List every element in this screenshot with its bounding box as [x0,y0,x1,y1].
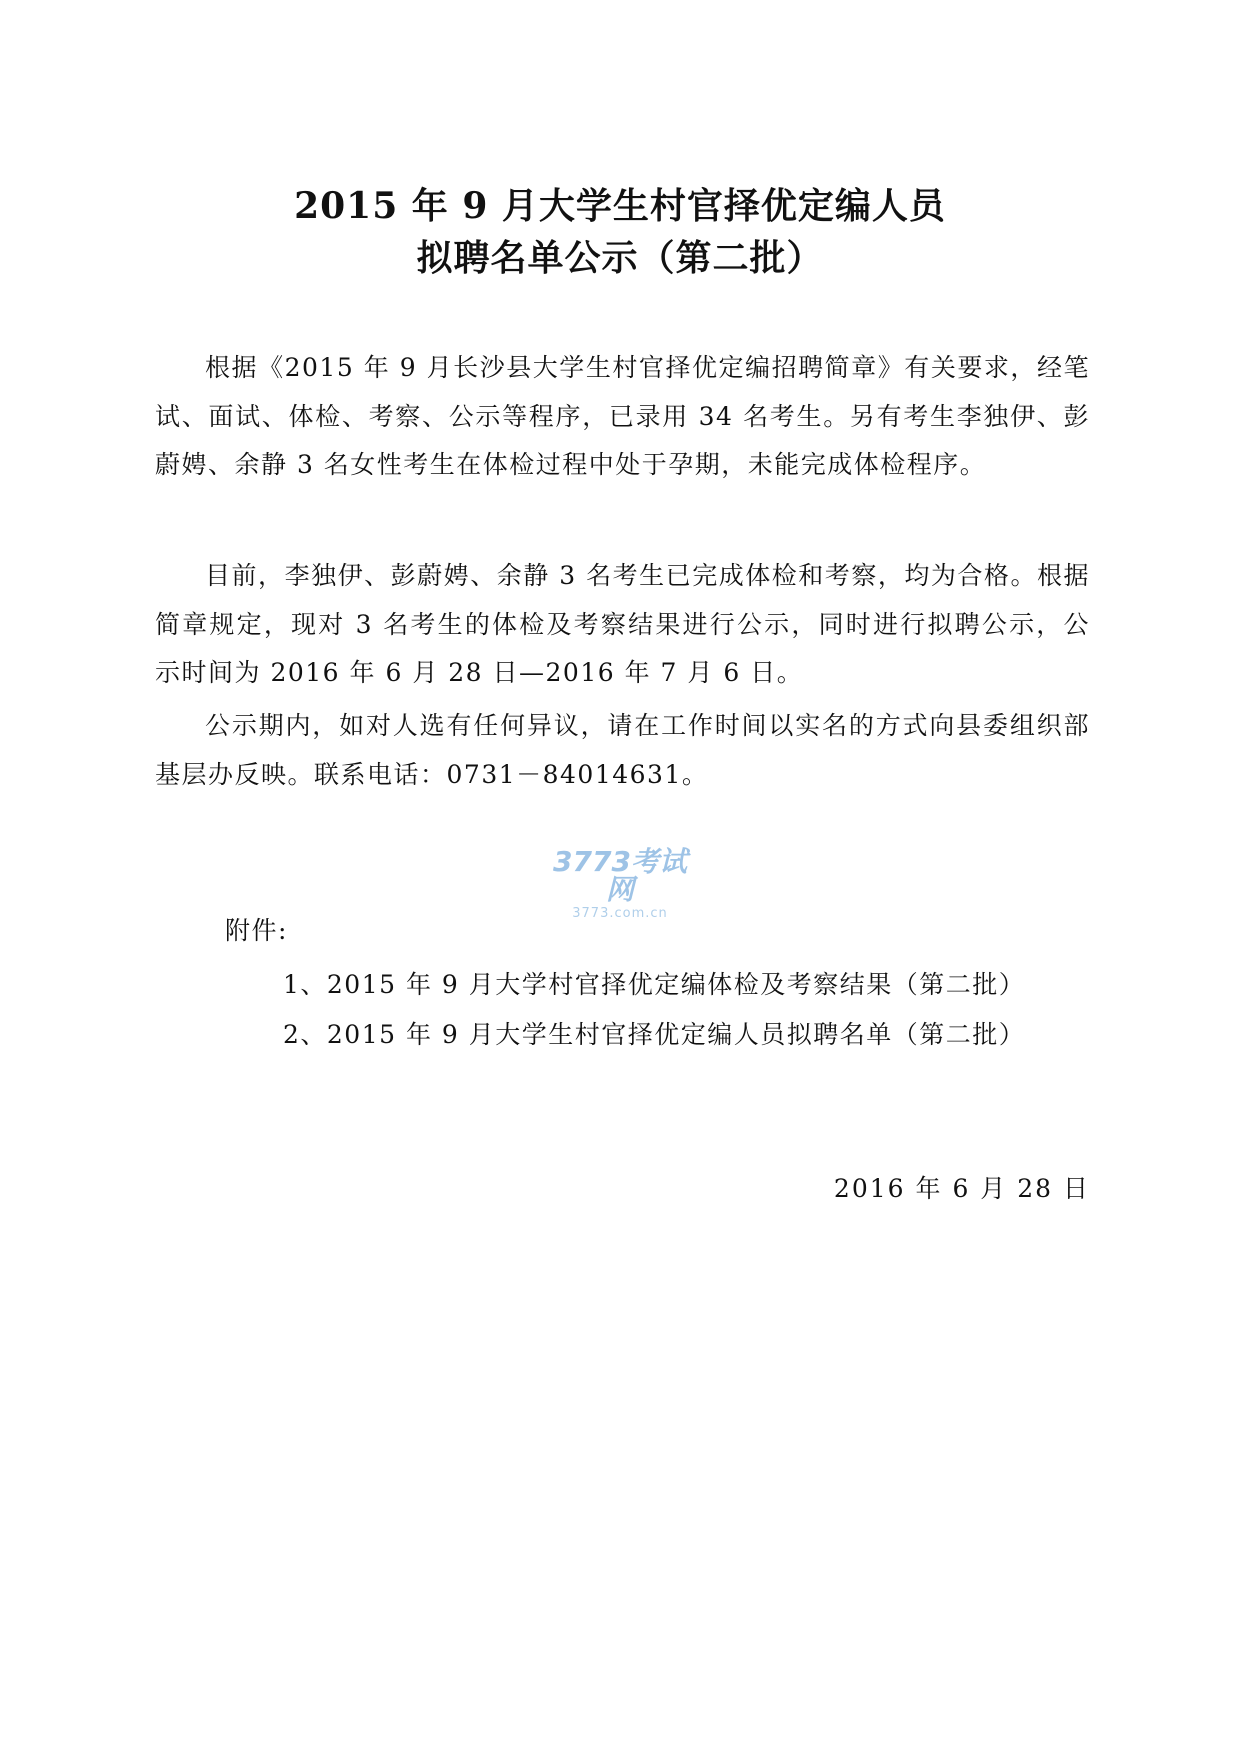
watermark-main-text: 3773考试网 [553,845,687,906]
attachment-item-1: 1、2015 年 9 月大学村官择优定编体检及考察结果（第二批） [283,970,1026,999]
watermark-sub-text: 3773.com.cn [572,906,668,921]
document-date: 2016 年 6 月 28 日 [833,1174,1090,1203]
body-paragraph-2: 目前，李独伊、彭蔚娉、余静 3 名考生已完成体检和考察，均为合格。根据简章规定，现对 3 名考生的体检及考察结果进行公示，同时进行拟聘公示，公示时间为 2016 年 6 月 28 日—2016 年 7 月 6 日。 [155,561,1090,687]
body-paragraph-1: 根据《2015 年 9 月长沙县大学生村官择优定编招聘简章》有关要求，经笔试、面试、体检、考察、公示等程序，已录用 34 名考生。另有考生李独伊、彭蔚娉、余静 3 名女性考生在体检过程中处于孕期，未能完成体检程序。 [155,353,1090,479]
document-title-line2: 拟聘名单公示（第二批） [416,237,824,279]
watermark-logo [540,845,700,921]
body-paragraph-3: 公示期内，如对人选有任何异议，请在工作时间以实名的方式向县委组织部基层办反映。联系电话：0731－84014631。 [155,711,1090,789]
document-title-line1: 2015 年 9 月大学生村官择优定编人员 [294,185,946,227]
attachments-label: 附件: [225,916,288,945]
attachment-item-2: 2、2015 年 9 月大学生村官择优定编人员拟聘名单（第二批） [283,1020,1026,1049]
